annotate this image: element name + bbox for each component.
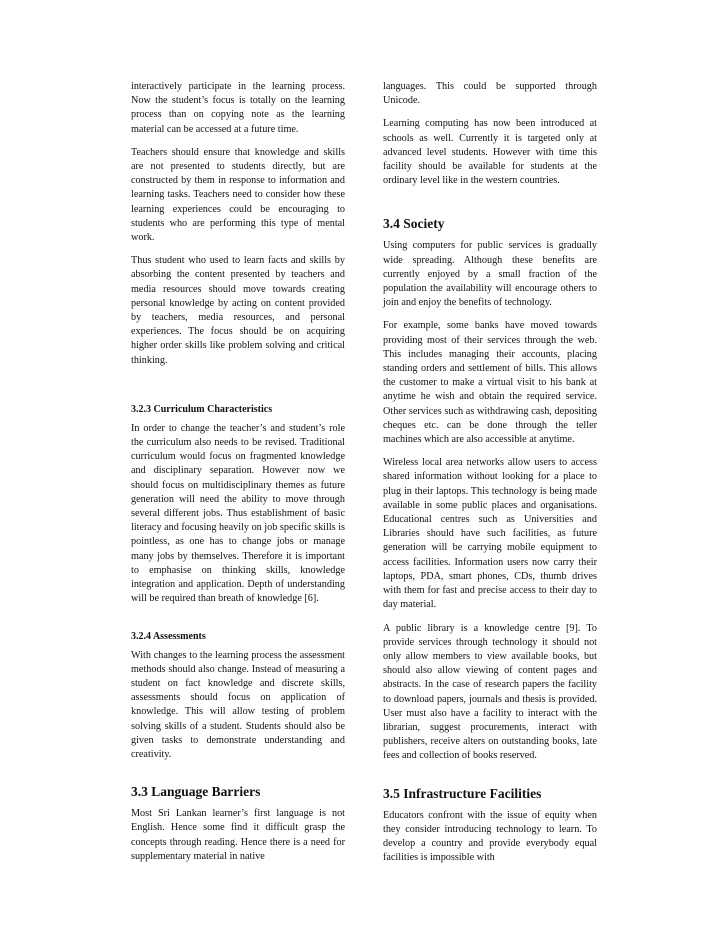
paragraph: A public library is a knowledge centre [9]. To provide services through technology it should not only allow members to view available books, but should also allow viewing of content pages and abstracts. In the case of research papers the facility to download papers, journals and thesis is provided. User must also have a facility to interact with the librarian, suggest procurements, interact with publishers, receive alters on outstanding books, late fees and collection of books reserved. (383, 622, 597, 762)
paragraph: Using computers for public services is gradually wide spreading. Although these benefits are currently enjoyed by a small fraction of the population the availability will encourage others to join and enjoy the benefits of technology. (383, 240, 597, 309)
paragraph: Educators confront with the issue of equity when they consider introducing technology to learn. To develop a country and provide everybody equal facilities is impossible with (383, 809, 597, 864)
subsection-heading: 3.2.4 Assessments (131, 630, 206, 642)
spacer (131, 771, 345, 783)
section-heading: 3.5 Infrastructure Facilities (383, 785, 542, 801)
paragraph: Teachers should ensure that knowledge and skills are not presented to students directly, but are constructed by them in response to information and learning tasks. Teachers need to consider how these learning experiences could be encouraging to students who are performing this type of mental work. (131, 146, 345, 244)
subsection-heading: 3.2.3 Curriculum Characteristics (131, 403, 273, 415)
paragraph: Learning computing has now been introduced at schools as well. Currently it is targeted only at advanced level students. However with time this facility should be available for students at the ordinary level like in the western countries. (383, 118, 597, 187)
paragraph: In order to change the teacher’s and student’s role the curriculum also needs to be revised. Traditional curriculum would focus on fragmented knowledge and disciplinary separation. However now we should focus on multidisciplinary themes as future generation will need the ability to move through several different jobs. Thus establishment of basic literacy and focusing heavily on job specific skills is pointless, as one has to change jobs or manage many jobs by themselves. Therefore it is important to emphasise on thinking skills, knowledge integration and application. Depth of understanding will be required than breath of knowledge [6]. (131, 422, 345, 605)
paragraph: With changes to the learning process the assessment methods should also change. Instead of measuring a student on fact knowledge and discrete skills, assessments should focus on application of knowledge. This will allow testing of problem solving skills of a student. Students should also be given tasks to demonstrate understanding and creativity. (131, 649, 345, 760)
section-heading: 3.4 Society (383, 216, 445, 232)
paragraph: interactively participate in the learning process. Now the student’s focus is totally on the learning process than on copying note as the learning material can be accessed at a future time. (131, 81, 345, 135)
section-heading: 3.3 Language Barriers (131, 784, 261, 800)
left-column (131, 80, 345, 873)
spacer (383, 773, 597, 785)
spacer (131, 616, 345, 630)
paragraph: Thus student who used to learn facts and skills by absorbing the content presented by teachers and media resources should move towards creating personal knowledge by acting on content provided by teachers, media resources, and personal experiences. The focus should be on acquiring higher order skills like problem solving and critical thinking. (131, 255, 345, 366)
spacer (131, 377, 345, 403)
right-column (383, 80, 597, 874)
paragraph: languages. This could be supported through Unicode. (383, 81, 597, 107)
paragraph: For example, some banks have moved towards providing most of their services through the web. This includes managing their accounts, placing standing orders and settlement of bills. This allows the customer to make a virtual visit to his bank at anytime he wish and obtain the required service. Other services such as withdrawing cash, depositing cheques etc. can be done through the teller machines which are also accessible at anytime. (383, 320, 597, 446)
paragraph: Wireless local area networks allow users to access shared information without looking for a place to plug in their laptops. This technology is being made available in some public places and organisations. Educational centres such as Universities and Libraries should have such facilities, as future generation will be carrying mobile equipment to access facilities. Information users now carry their laptops, PDA, smart phones, CDs, thumb drives with them for fast and precise access to their day to day material. (383, 457, 597, 611)
spacer (383, 197, 597, 215)
paragraph: Most Sri Lankan learner’s first language is not English. Hence some find it difficult grasp the concepts through reading. Hence there is a need for supplementary material in native (131, 808, 345, 862)
